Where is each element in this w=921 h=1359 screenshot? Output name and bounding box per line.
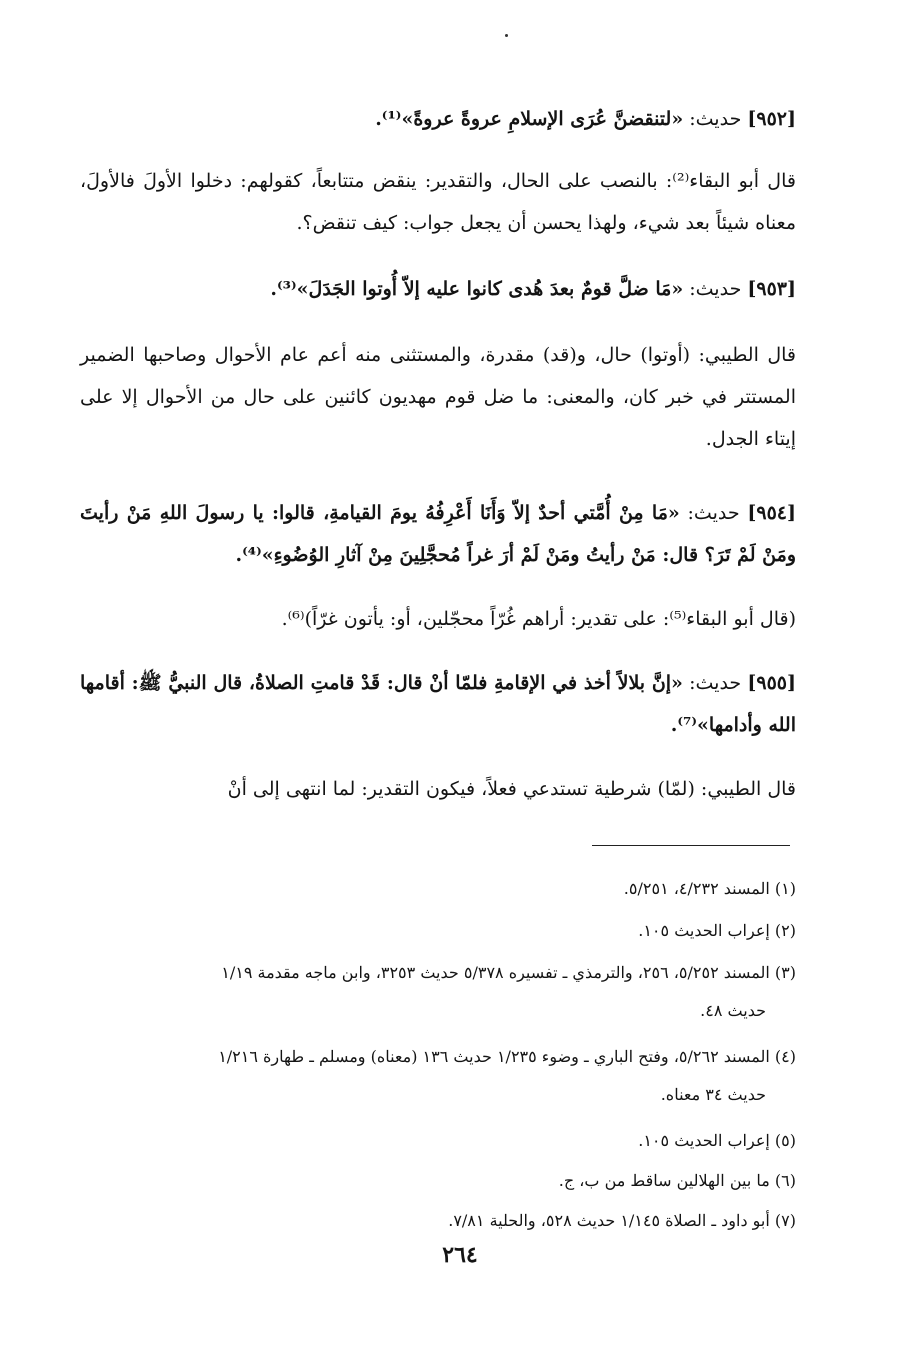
- hadith-label: حديث:: [689, 278, 742, 300]
- commentary-paragraph: (قال أبو البقاء⁽⁵⁾: على تقدير: أراهم غُرّاً محجّلين، أو: يأتون غرّاً)⁽⁶⁾.: [281, 608, 796, 630]
- hadith-text: «مَا مِنْ أُمَّتي أحدٌ إلاّ وَأَنَا أَعْرِفُهُ يومَ القيامةِ، قالوا: يا رسولَ اللهِ مَنْ رأيتَ ومَنْ لَمْ تَرَ؟ قال: مَنْ رأيتُ ومَنْ لَمْ أرَ غراً مُحجَّلِينَ مِنْ آثارِ الوُضُوءِ»⁽⁴⁾.: [80, 502, 796, 566]
- page-mark: [505, 34, 508, 37]
- hadith-label: حديث:: [689, 108, 742, 130]
- footnote-5: (٥) إعراب الحديث ١٠٥.: [638, 1131, 796, 1150]
- hadith-953: [80, 268, 796, 310]
- hadith-text: «لتنقضنَّ عُرَى الإسلامِ عروةً عروةً»⁽¹⁾.: [375, 108, 684, 130]
- footnote-6: (٦) ما بين الهلالين ساقط من ب، ج.: [558, 1171, 796, 1190]
- commentary-paragraph: قال أبو البقاء⁽²⁾: بالنصب على الحال، والتقدير: ينقض متتابعاً، كقولهم: دخلوا الأولَ فالأولَ، معناه شيئاً بعد شيء، ولهذا يحسن أن يجعل جواب: كيف تنقض؟.: [80, 170, 796, 234]
- hadith-955: [80, 662, 796, 746]
- footnote-2: (٢) إعراب الحديث ١٠٥.: [638, 921, 796, 940]
- hadith-952: [80, 98, 796, 140]
- hadith-number: [٩٥٤]: [747, 502, 796, 524]
- footnote-4: [80, 1038, 796, 1114]
- footnote-7: (٧) أبو داود ـ الصلاة ١/١٤٥ حديث ٥٢٨، والحلية ٧/٨١.: [448, 1211, 796, 1230]
- page-number: ٢٦٤: [442, 1242, 478, 1268]
- hadith-text: «إنَّ بلالاً أخذ في الإقامةِ فلمّا أنْ قال: قَدْ قامتِ الصلاةُ، قال النبيُّ ﷺ: أقامها الله وأدامها»⁽⁷⁾.: [80, 672, 796, 736]
- footnote-1: (١) المسند ٤/٢٣٢، ٥/٢٥١.: [623, 879, 796, 898]
- hadith-954: [80, 492, 796, 576]
- footnote-3: [80, 954, 796, 1030]
- footnote-continuation: حديث ٣٤ معناه.: [660, 1085, 766, 1104]
- footnote-continuation: حديث ٤٨.: [700, 1001, 766, 1020]
- hadith-number: [٩٥٥]: [747, 672, 796, 694]
- commentary-paragraph: قال الطيبي: (أوتوا) حال، و(قد) مقدرة، والمستثنى منه أعم عام الأحوال وصاحبها الضمير المستتر في خبر كان، والمعنى: ما ضل قوم مهديون كائنين على حال من الأحوال إلا على إيتاء الجدل.: [80, 344, 796, 450]
- footnote-text: (٤) المسند ٥/٢٦٢، وفتح الباري ـ وضوء ١/٢٣٥ حديث ١٣٦ (معناه) ومسلم ـ طهارة ١/٢١٦: [218, 1047, 796, 1066]
- footnote-divider: [592, 845, 790, 846]
- hadith-label: حديث:: [689, 672, 742, 694]
- hadith-number: [٩٥٣]: [747, 278, 796, 300]
- commentary-paragraph: قال الطيبي: (لمّا) شرطية تستدعي فعلاً، فيكون التقدير: لما انتهى إلى أنْ: [227, 778, 796, 800]
- hadith-number: [٩٥٢]: [747, 108, 796, 130]
- hadith-text: «مَا ضلَّ قومٌ بعدَ هُدى كانوا عليه إلاّ أُوتوا الجَدَلَ»⁽³⁾.: [270, 278, 684, 300]
- footnote-text: (٣) المسند ٥/٢٥٢، ٢٥٦، والترمذي ـ تفسيره ٥/٣٧٨ حديث ٣٢٥٣، وابن ماجه مقدمة ١/١٩: [221, 963, 796, 982]
- hadith-label: حديث:: [687, 502, 740, 524]
